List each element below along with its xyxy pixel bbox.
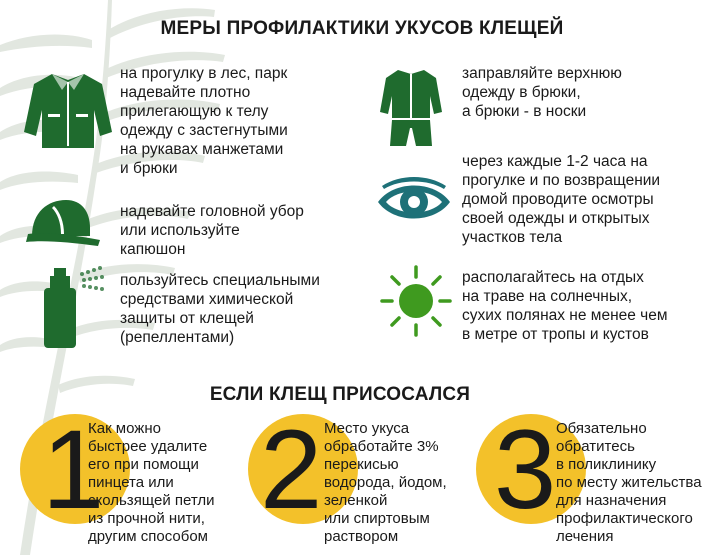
- eye-icon: [376, 176, 452, 226]
- tip-tuck-in-text: заправляйте верхнюю одежду в брюки, а брюки - в носки: [462, 65, 622, 120]
- sun-icon: [380, 265, 452, 337]
- step-3-number: 3: [494, 407, 557, 532]
- step-1-number: 1: [42, 407, 105, 532]
- step-2: [240, 407, 470, 555]
- step-1: [0, 407, 240, 555]
- tip-inspection-text: через каждые 1-2 часа на прогулке и по возвращении домой проводите осмотры своей одежды и открытых участков тела: [462, 153, 661, 246]
- step-1-text: Как можно быстрее удалите его при помощи пинцета или скользящей петли из прочной нити, другим способом: [88, 420, 215, 545]
- cap-icon: [24, 196, 102, 246]
- tip-rest-place-text: располагайтесь на отдых на траве на солнечных, сухих полянах не менее чем в метре от тропы и кустов: [462, 269, 668, 343]
- tip-headwear-text: надевайте головной убор или используйте капюшон: [120, 203, 304, 258]
- tip-clothing-text: на прогулку в лес, парк надевайте плотно прилегающую к телу одежду с застегнутыми на рукавах манжетами и брюки: [120, 65, 288, 177]
- outfit-icon: [378, 66, 444, 150]
- main-title: МЕРЫ ПРОФИЛАКТИКИ УКУСОВ КЛЕЩЕЙ: [160, 18, 564, 39]
- spray-icon: [38, 266, 110, 350]
- step-3: [470, 407, 708, 555]
- tip-repellent-text: пользуйтесь специальными средствами химической защиты от клещей (репеллентами): [120, 272, 320, 346]
- jacket-icon: [22, 70, 114, 150]
- section-title-attached: ЕСЛИ КЛЕЩ ПРИСОСАЛСЯ: [209, 384, 471, 405]
- step-2-number: 2: [260, 407, 323, 532]
- step-2-text: Место укуса обработайте 3% перекисью водорода, йодом, зеленкой или спиртовым раствором: [324, 420, 447, 545]
- step-3-text: Обязательно обратитесь в поликлинику по месту жительства для назначения профилактического лечения: [556, 420, 702, 545]
